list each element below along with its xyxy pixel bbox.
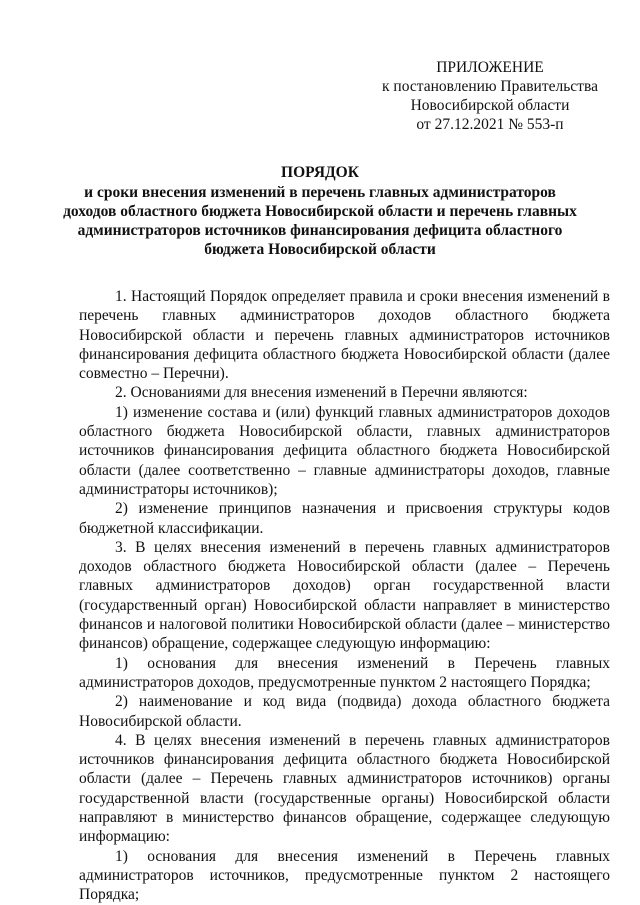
paragraph-3-item-1: 1) основания для внесения изменений в Перечень главных администраторов доходов, предусмотренные пунктом 2 настоящего Порядка;: [79, 654, 610, 691]
paragraph-3-item-2: 2) наименование и код вида (подвида) дохода областного бюджета Новосибирской области.: [79, 693, 610, 730]
paragraph-2-item-1: 1) изменение состава и (или) функций главных администраторов доходов областного бюджета Новосибирской области, главных администраторов источников финансирования дефицита областного бюджета Новосибирской области (далее соответственно – главные администраторы доходов, главные администраторы источников);: [79, 403, 610, 498]
paragraph-3: 3. В целях внесения изменений в перечень главных администраторов доходов областного бюджета Новосибирской области (далее – Перечень главных администраторов доходов) орган государственной власти (государственный орган) Новосибирской области направляет в министерство финансов и налоговой политики Новосибирской области (далее – министерство финансов) обращение, содержащее следующую информацию:: [79, 538, 610, 653]
document-subtitle: и сроки внесения изменений в перечень главных администраторов доходов областного бюджета Новосибирской области и перечень главных администраторов источников финансирования дефицита областного бюджета Новосибирской области: [63, 184, 577, 258]
paragraph-4-item-1: 1) основания для внесения изменений в Перечень главных администраторов источников, предусмотренные пунктом 2 настоящего Порядка;: [79, 847, 610, 904]
document-body: [79, 287, 610, 905]
paragraph-4: 4. В целях внесения изменений в перечень главных администраторов источников финансирования дефицита областного бюджета Новосибирской области (далее – Перечень главных администраторов источников) органы государственной власти (государственные органы) Новосибирской области направляют в министерство финансов обращение, содержащее следующую информацию:: [79, 731, 610, 846]
appendix-block: [380, 58, 600, 134]
appendix-date-number: от 27.12.2021 № 553-п: [416, 116, 564, 133]
paragraph-2: 2. Основаниями для внесения изменений в Перечни являются:: [115, 384, 528, 402]
document-title: ПОРЯДОК: [281, 164, 359, 181]
paragraph-1: 1. Настоящий Порядок определяет правила и сроки внесения изменений в перечень главных администраторов доходов областного бюджета Новосибирской области и перечень главных администраторов источников финансирования дефицита областного бюджета Новосибирской области (далее совместно – Перечни).: [79, 288, 610, 383]
appendix-region: Новосибирской области: [410, 97, 570, 114]
appendix-label: ПРИЛОЖЕНИЕ: [436, 59, 544, 76]
paragraph-2-item-2: 2) изменение принципов назначения и присвоения структуры кодов бюджетной классификации.: [79, 500, 610, 537]
document-heading: [60, 163, 580, 259]
appendix-resolution: к постановлению Правительства: [382, 78, 598, 95]
